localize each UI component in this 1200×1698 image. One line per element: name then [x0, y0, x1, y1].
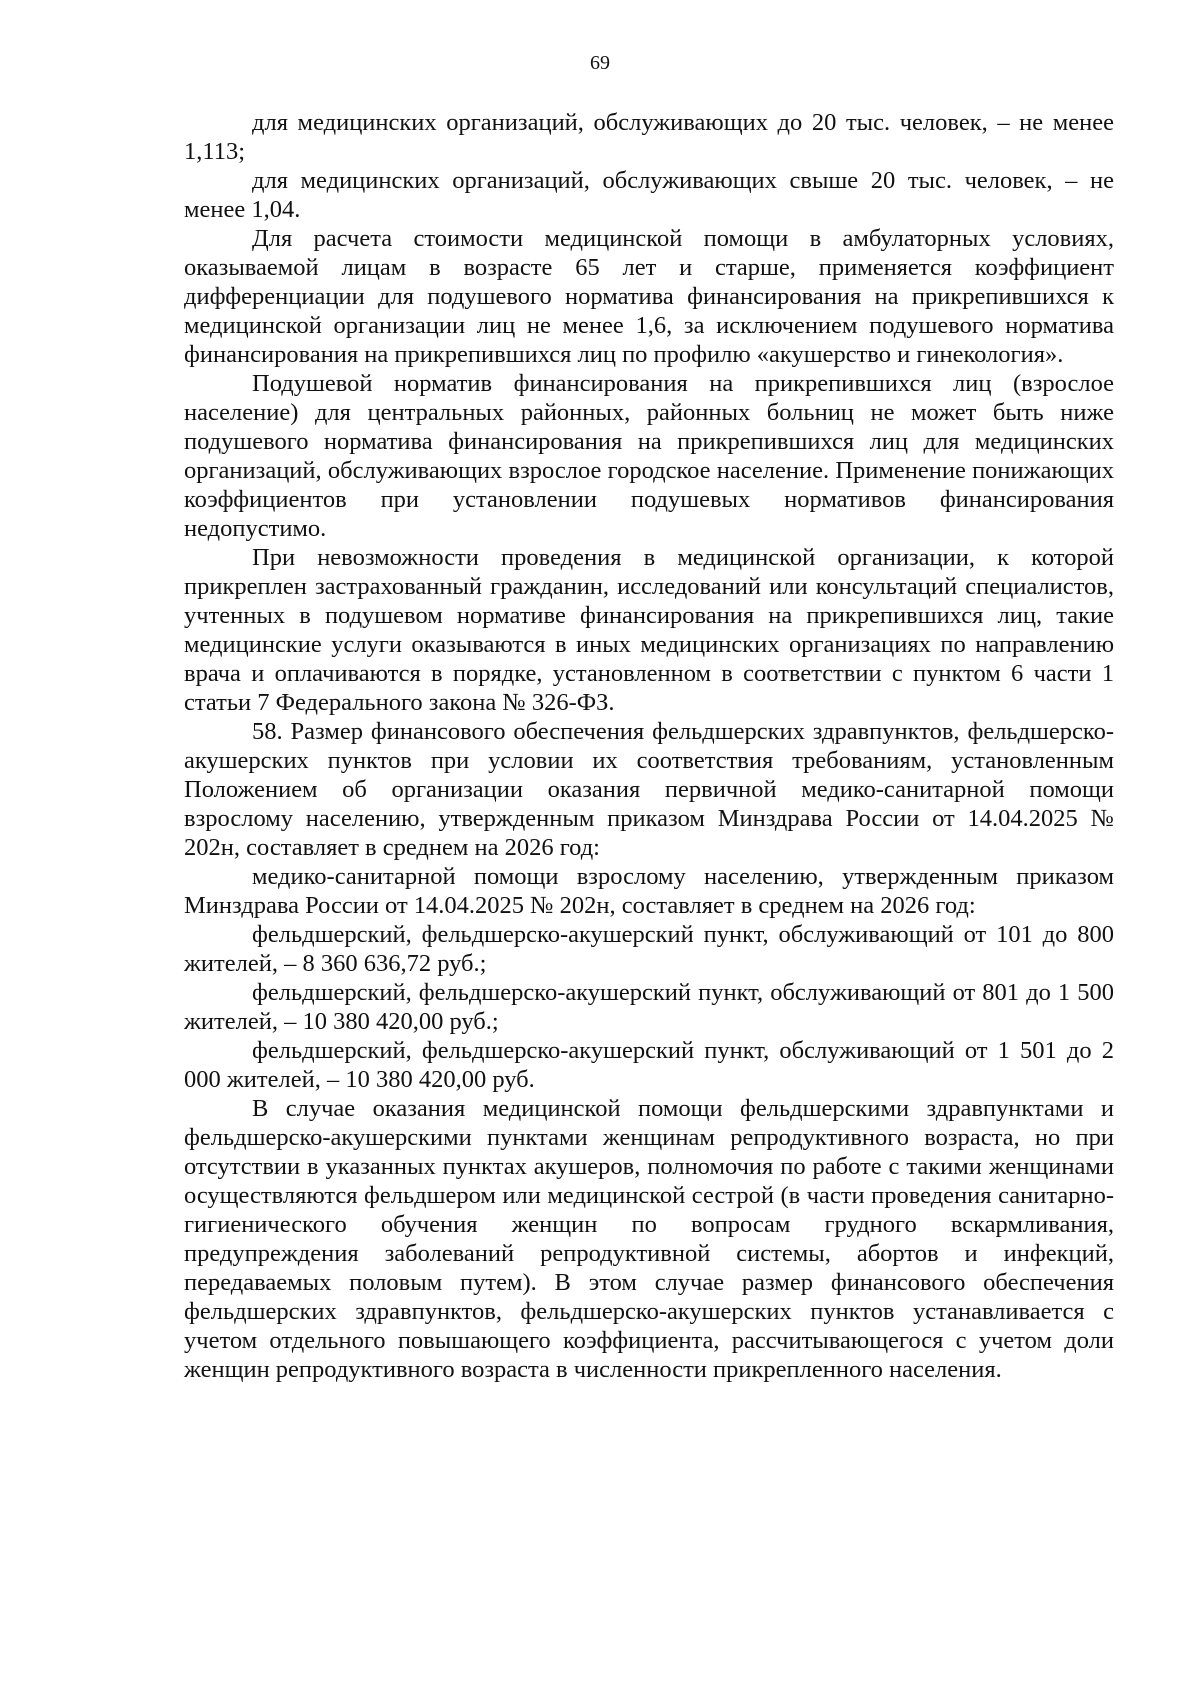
paragraph-fap-101-800: фельдшерский, фельдшерско-акушерский пункт, обслуживающий от 101 до 800 жителей, – 8 360 636,72 руб.; — [184, 921, 1114, 977]
document-body — [184, 108, 1114, 1384]
paragraph-fap-801-1500: фельдшерский, фельдшерско-акушерский пункт, обслуживающий от 801 до 1 500 жителей, – 10 380 420,00 руб.; — [184, 979, 1114, 1035]
paragraph-age-65-coefficient: Для расчета стоимости медицинской помощи в амбулаторных условиях, оказываемой лицам в возрасте 65 лет и старше, применяется коэффициент дифференциации для подушевого норматива финансирования на прикрепившихся к медицинской организации лиц не менее 1,6, за исключением подушевого норматива финансирования на прикрепившихся лиц по профилю «акушерство и гинекология». — [184, 225, 1114, 368]
paragraph-reproductive-age-women: В случае оказания медицинской помощи фельдшерскими здравпунктами и фельдшерско-акушерскими пунктами женщинам репродуктивного возраста, но при отсутствии в указанных пунктах акушеров, полномочия по работе с такими женщинами осуществляются фельдшером или медицинской сестрой (в части проведения санитарно-гигиенического обучения женщин по вопросам грудного вскармливания, предупреждения заболеваний репродуктивной системы, абортов и инфекций, передаваемых половым путем). В этом случае размер финансового обеспечения фельдшерских здравпунктов, фельдшерско-акушерских пунктов устанавливается с учетом отдельного повышающего коэффициента, рассчитывающегося с учетом доли женщин репродуктивного возраста в численности прикрепленного населения. — [184, 1095, 1114, 1383]
paragraph-item-58: 58. Размер финансового обеспечения фельдшерских здравпунктов, фельдшерско-акушерских пунктов при условии их соответствия требованиям, установленным Положением об организации оказания первичной медико-санитарной помощи взрослому населению, утвержденным приказом Минздрава России от 14.04.2025 № 202н, составляет в среднем на 2026 год: — [184, 718, 1114, 861]
paragraph-coefficient-over-20k: для медицинских организаций, обслуживающих свыше 20 тыс. человек, – не менее 1,04. — [184, 167, 1114, 223]
paragraph-item-58-repeat: медико-санитарной помощи взрослому населению, утвержденным приказом Минздрава России от 14.04.2025 № 202н, составляет в среднем на 2026 год: — [184, 863, 1114, 919]
paragraph-fap-1501-2000: фельдшерский, фельдшерско-акушерский пункт, обслуживающий от 1 501 до 2 000 жителей, – 10 380 420,00 руб. — [184, 1037, 1114, 1093]
paragraph-external-services: При невозможности проведения в медицинской организации, к которой прикреплен застрахованный гражданин, исследований или консультаций специалистов, учтенных в подушевом нормативе финансирования на прикрепившихся лиц, такие медицинские услуги оказываются в иных медицинских организациях по направлению врача и оплачиваются в порядке, установленном в соответствии с пунктом 6 части 1 статьи 7 Федерального закона № 326-ФЗ. — [184, 544, 1114, 716]
paragraph-rural-hospitals-norm: Подушевой норматив финансирования на прикрепившихся лиц (взрослое население) для центральных районных, районных больниц не может быть ниже подушевого норматива финансирования на прикрепившихся лиц для медицинских организаций, обслуживающих взрослое городское население. Применение понижающих коэффициентов при установлении подушевых нормативов финансирования недопустимо. — [184, 370, 1114, 542]
paragraph-coefficient-under-20k: для медицинских организаций, обслуживающих до 20 тыс. человек, – не менее 1,113; — [184, 109, 1114, 165]
page-number: 69 — [590, 52, 610, 74]
